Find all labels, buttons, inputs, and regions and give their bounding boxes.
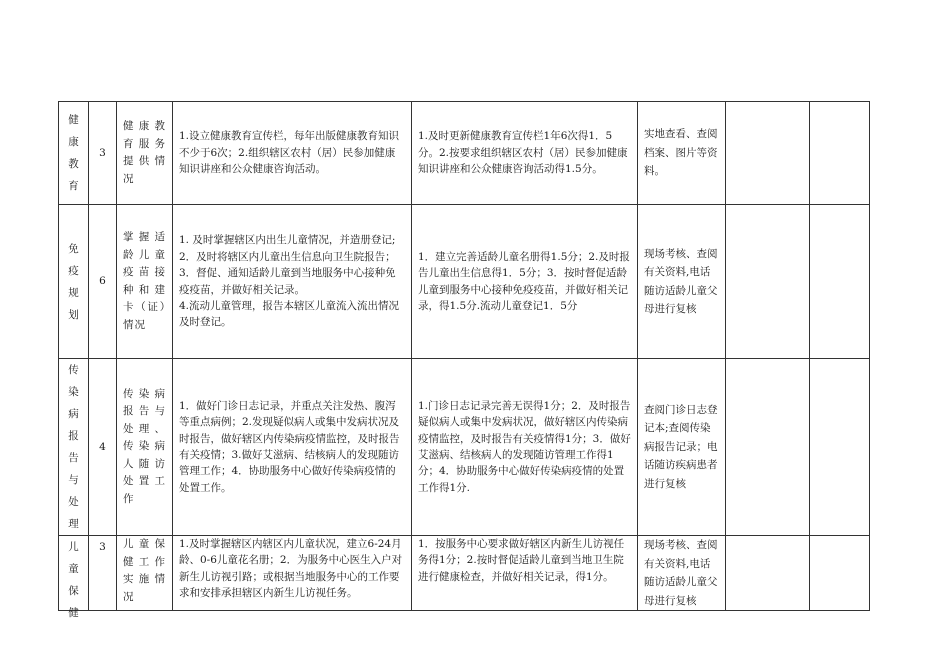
blank-cell <box>726 359 810 536</box>
standard-cell: 1．建立完善适龄儿童名册得1.5分；2.及时报告儿童出生信息得1．5分；3．按时督促适龄儿童到服务中心接种免疫疫苗，并做好相关记录，得1.5分.流动儿童登记1．5分 <box>412 205 638 359</box>
blank-cell <box>810 102 870 205</box>
method-cell: 实地查看、查阅档案、图片等资料。 <box>638 102 726 205</box>
requirement-cell: 1.及时掌握辖区内辖区内儿童状况，建立6-24月龄、0-6儿童花名册；2．为服务中心医生入户对新生儿访视引路；或根据当地服务中心的工作要求和安排承担辖区内新生儿访视任务。 <box>173 536 412 611</box>
standard-cell: 1.门诊日志记录完善无误得1分；2．及时报告疑似病人或集中发病状况，做好辖区内传染病疫情监控，及时报告有关疫情得1分；3．做好艾滋病、结核病人的发现随访管理工作得1分；4．协助服务中心做好传染病疫情的处置工作得1分. <box>412 359 638 536</box>
blank-cell <box>726 205 810 359</box>
blank-cell <box>810 359 870 536</box>
item-cell: 传染病报告与处理 <box>59 359 89 536</box>
table-row <box>59 205 870 359</box>
item-cell: 免疫规划 <box>59 205 89 359</box>
content-cell: 儿童保健工作实施情况 <box>117 536 173 611</box>
standard-cell: 1.及时更新健康教育宣传栏1年6次得1．5分。2.按要求组织辖区农村（居）民参加健康知识讲座和公众健康咨询活动得1.5分。 <box>412 102 638 205</box>
score-cell: 3 <box>89 536 117 611</box>
method-cell: 查阅门诊日志登记本;查阅传染病报告记录；电话随访疾病患者进行复核 <box>638 359 726 536</box>
score-cell: 6 <box>89 205 117 359</box>
evaluation-table <box>58 101 870 619</box>
method-cell: 现场考核、查阅有关资料,电话随访适龄儿童父母进行复核 <box>638 205 726 359</box>
blank-cell <box>810 536 870 611</box>
score-cell: 4 <box>89 359 117 536</box>
table-row <box>59 536 870 611</box>
standard-cell: 1．按服务中心要求做好辖区内新生儿访视任务得1分；2.按时督促适龄儿童到当地卫生院进行健康检查，并做好相关记录，得1分。 <box>412 536 638 611</box>
table-row <box>59 102 870 205</box>
content-cell: 传染病报告与处理、传染病人随访处置工作 <box>117 359 173 536</box>
score-cell: 3 <box>89 102 117 205</box>
item-cell: 健康教育 <box>59 102 89 205</box>
blank-cell <box>810 205 870 359</box>
requirement-cell: 1.设立健康教育宣传栏，每年出版健康教育知识不少于6次；2.组织辖区农村（居）民参加健康知识讲座和公众健康咨询活动。 <box>173 102 412 205</box>
item-cell: 儿童保健 <box>59 536 89 611</box>
blank-cell <box>726 102 810 205</box>
method-cell: 现场考核、查阅有关资料,电话随访适龄儿童父母进行复核 <box>638 536 726 611</box>
content-cell: 健康教育服务提供情况 <box>117 102 173 205</box>
blank-cell <box>726 536 810 611</box>
requirement-cell: 1．做好门诊日志记录，并重点关注发热、腹泻等重点病例；2.发现疑似病人或集中发病状况及时报告，做好辖区内传染病疫情监控，及时报告有关疫情；3.做好艾滋病、结核病人的发现随访管理工作；4．协助服务中心做好传染病疫情的处置工作。 <box>173 359 412 536</box>
table-row <box>59 359 870 536</box>
requirement-cell: 1. 及时掌握辖区内出生儿童情况，并造册登记;2．及时将辖区内儿童出生信息向卫生院报告；3．督促、通知适龄儿童到当地服务中心接种免疫疫苗，并做好相关记录。 4.流动儿童管理，报告本辖区儿童流入流出情况及时登记。 <box>173 205 412 359</box>
content-cell: 掌握适龄儿童疫苗接种和建卡（证）情况 <box>117 205 173 359</box>
